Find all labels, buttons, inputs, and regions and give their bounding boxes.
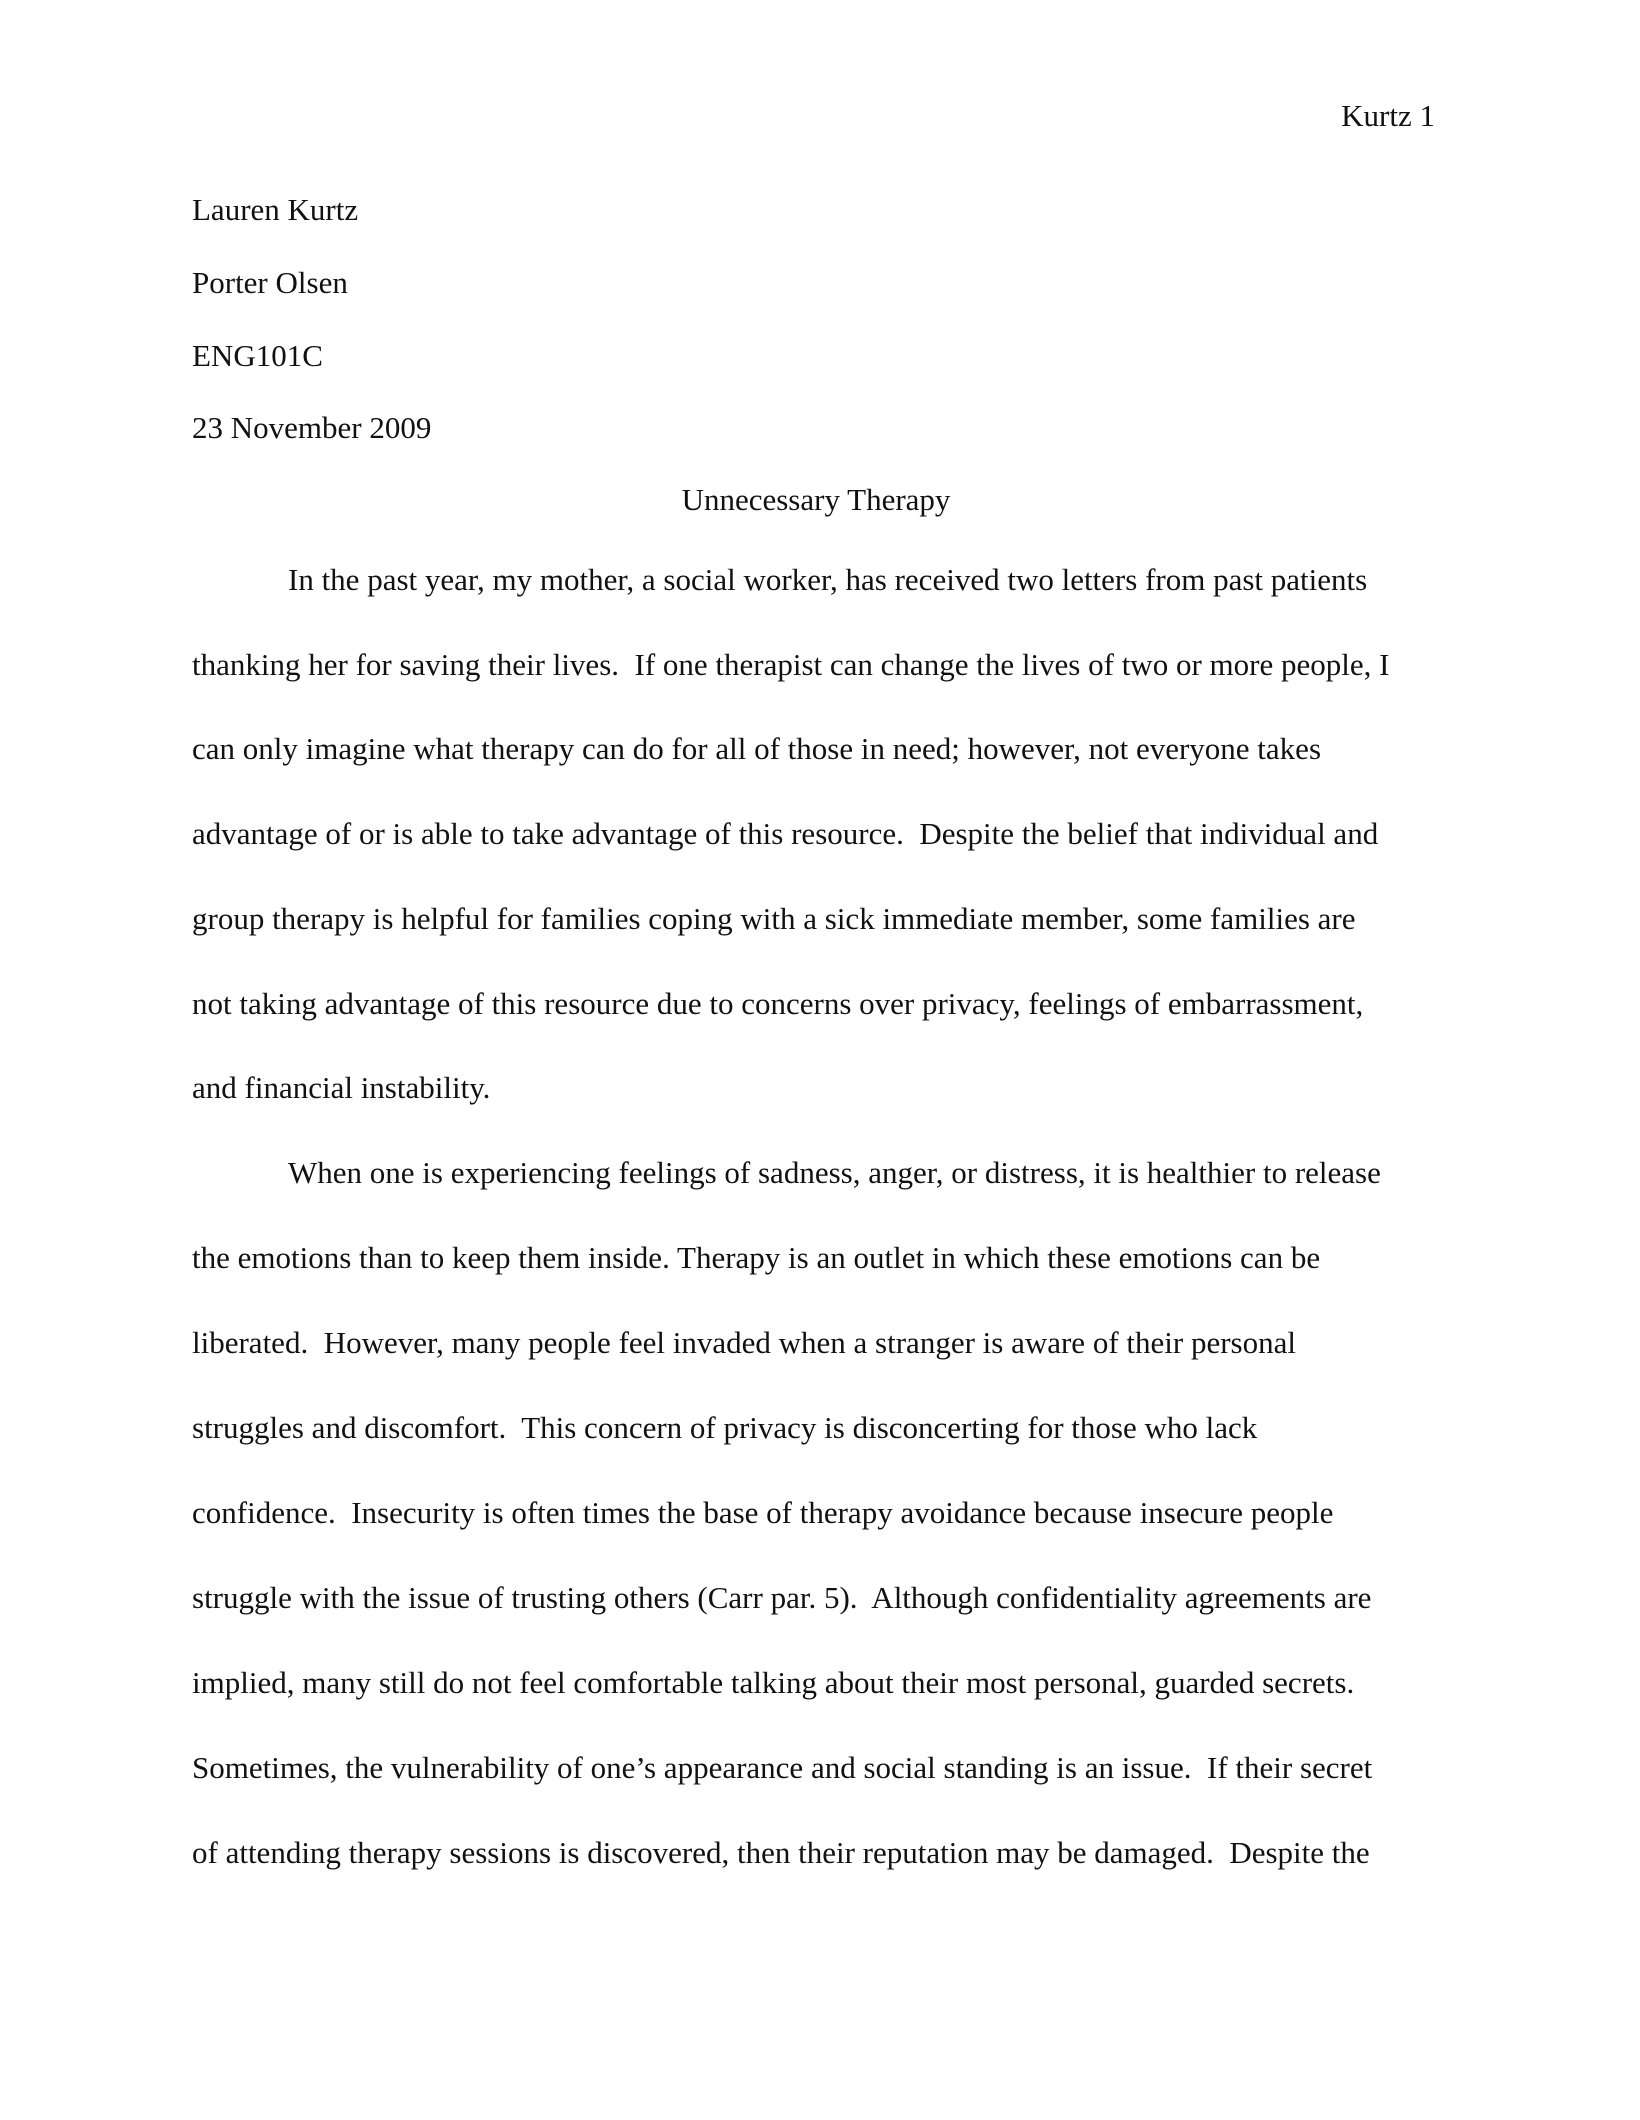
- paragraph-line: struggle with the issue of trusting others (Carr par. 5). Although confidentiality agreements are: [192, 1580, 1372, 1615]
- instructor-name: Porter Olsen: [192, 265, 348, 300]
- paragraph-line: confidence. Insecurity is often times the base of therapy avoidance because insecure people: [192, 1495, 1334, 1530]
- paragraph-line: Sometimes, the vulnerability of one’s appearance and social standing is an issue. If their secret: [192, 1750, 1373, 1785]
- author-name: Lauren Kurtz: [192, 192, 359, 227]
- running-head: Kurtz 1: [1341, 98, 1435, 133]
- paragraph-line: In the past year, my mother, a social worker, has received two letters from past patients: [288, 562, 1368, 597]
- paragraph-line: liberated. However, many people feel invaded when a stranger is aware of their personal: [192, 1325, 1296, 1360]
- paragraph-line: of attending therapy sessions is discovered, then their reputation may be damaged. Despite the: [192, 1835, 1370, 1870]
- paragraph-line: advantage of or is able to take advantage of this resource. Despite the belief that individual and: [192, 816, 1379, 851]
- paragraph-line: not taking advantage of this resource due to concerns over privacy, feelings of embarrassment,: [192, 986, 1364, 1021]
- paragraph-line: implied, many still do not feel comfortable talking about their most personal, guarded secrets.: [192, 1665, 1355, 1700]
- paragraph-line: struggles and discomfort. This concern of privacy is disconcerting for those who lack: [192, 1410, 1258, 1445]
- paragraph-line: thanking her for saving their lives. If one therapist can change the lives of two or more people, I: [192, 647, 1390, 682]
- paragraph-line: When one is experiencing feelings of sadness, anger, or distress, it is healthier to release: [288, 1155, 1381, 1190]
- essay-date: 23 November 2009: [192, 410, 432, 445]
- essay-title-row: [0, 480, 1640, 520]
- paragraph-line: and financial instability.: [192, 1070, 491, 1105]
- paragraph-line: group therapy is helpful for families coping with a sick immediate member, some families are: [192, 901, 1356, 936]
- paragraph-line: can only imagine what therapy can do for all of those in need; however, not everyone takes: [192, 731, 1322, 766]
- paragraph-line: the emotions than to keep them inside. Therapy is an outlet in which these emotions can be: [192, 1240, 1321, 1275]
- essay-title: Unnecessary Therapy: [681, 482, 951, 517]
- course-code: ENG101C: [192, 338, 323, 373]
